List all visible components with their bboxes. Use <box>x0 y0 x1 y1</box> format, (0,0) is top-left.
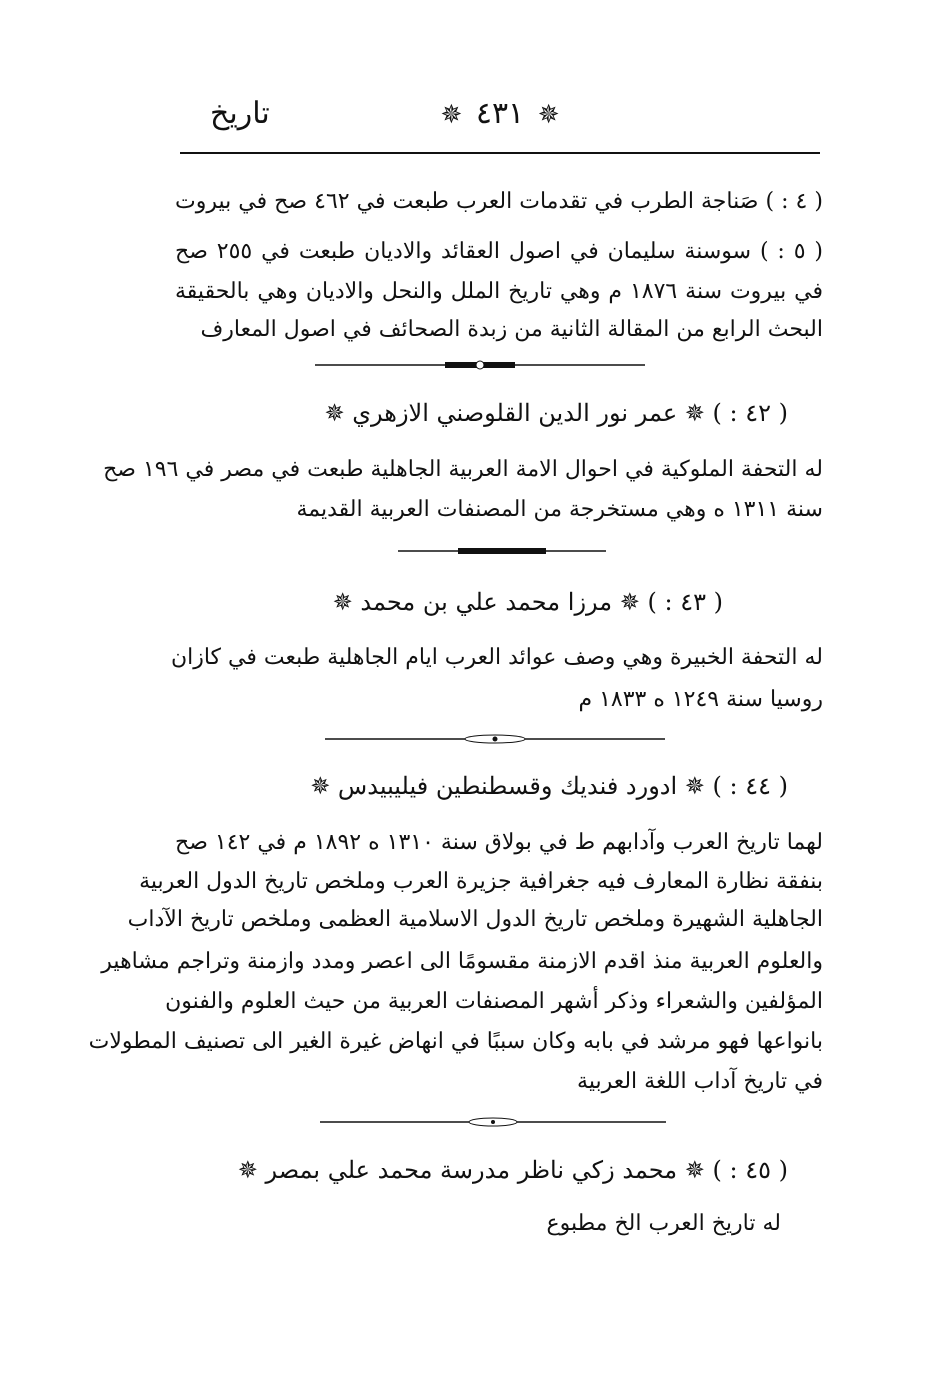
text-line: بانواعها فهو مرشد في بابه وكان سببًا في انهاض غيرة الغير الى تصنيف المطولات <box>88 1029 823 1054</box>
header-rule <box>180 152 820 154</box>
text-line: له التحفة الخبيرة وهي وصف عوائد العرب ايام الجاهلية طبعت في كازان <box>170 645 823 670</box>
ornamental-divider <box>325 734 665 744</box>
text-line: والعلوم العربية منذ اقدم الازمنة مقسومًا الى اعصر ومدد وازمنة وتراجم مشاهير <box>101 949 823 974</box>
ornament-star-icon: ✵ <box>440 100 463 130</box>
ornament-star-icon: ✵ <box>537 100 560 130</box>
entry-heading: ( ٤٥ : ) ✵ محمد زكي ناظر مدرسة محمد علي بمصر ✵ <box>237 1156 788 1184</box>
text-line: ( ٤ : ) صَناجة الطرب في تقدمات العرب طبعت في ٤٦٢ صح في بيروت <box>175 189 824 214</box>
text-line: ( ٥ : ) سوسنة سليمان في اصول العقائد والاديان طبعت في ٢٥٥ صح <box>175 239 824 264</box>
text-line: روسيا سنة ١٢٤٩ ه ١٨٣٣ م <box>578 687 823 712</box>
entry-heading: ( ٤٤ : ) ✵ ادورد فنديك وقسطنطين فيليبيدس ✵ <box>310 772 788 800</box>
page-number: ٤٣١ <box>475 96 525 131</box>
text-line: في بيروت سنة ١٨٧٦ م وهي تاريخ الملل والنحل والاديان وهي بالحقيقة <box>175 279 823 304</box>
running-title: تاريخ <box>210 96 270 131</box>
text-line: سنة ١٣١١ ه وهي مستخرجة من المصنفات العربية القديمة <box>296 497 823 522</box>
text-line: البحث الرابع من المقالة الثانية من زبدة الصحائف في اصول المعارف <box>200 317 823 342</box>
entry-heading: ( ٤٣ : ) ✵ مرزا محمد علي بن محمد ✵ <box>332 588 723 616</box>
ornamental-divider <box>398 546 606 556</box>
text-line: الجاهلية الشهيرة وملخص تاريخ الدول الاسلامية العظمى وملخص تاريخ الآداب <box>127 907 823 932</box>
text-line: المؤلفين والشعراء وذكر أشهر المصنفات العربية من حيث العلوم والفنون <box>165 989 823 1014</box>
ornamental-divider <box>320 1117 666 1127</box>
text-line: له تاريخ العرب الخ مطبوع <box>546 1211 781 1236</box>
text-line: بنفقة نظارة المعارف فيه جغرافية جزيرة العرب وملخص تاريخ الدول العربية <box>139 869 823 894</box>
ornamental-divider <box>315 360 645 370</box>
text-line: له التحفة الملوكية في احوال الامة العربية الجاهلية طبعت في مصر في ١٩٦ صح <box>103 457 823 482</box>
text-line: لهما تاريخ العرب وآدابهم ط في بولاق سنة ١٣١٠ ه ١٨٩٢ م في ١٤٢ صح <box>175 830 823 855</box>
text-line: في تاريخ آداب اللغة العربية <box>577 1069 823 1094</box>
entry-heading: ( ٤٢ : ) ✵ عمر نور الدين القلوصني الازهري ✵ <box>324 399 788 427</box>
page-number-line <box>180 92 820 137</box>
page-header <box>180 92 820 152</box>
